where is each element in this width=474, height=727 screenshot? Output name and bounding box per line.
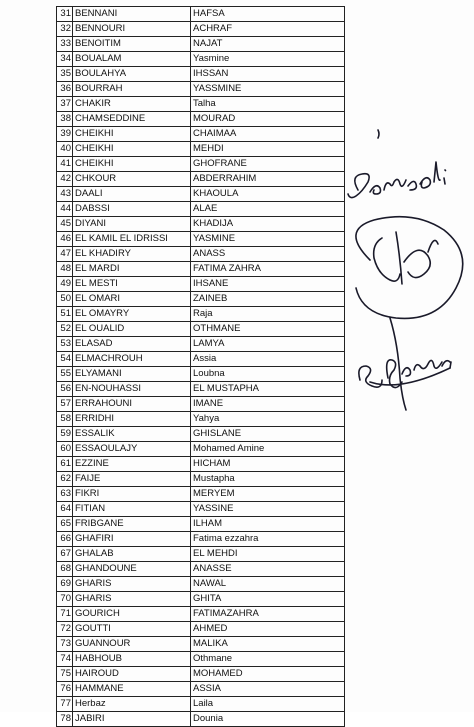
last-name-cell: ELMACHROUH [73, 352, 191, 367]
table-row [57, 712, 345, 727]
first-name-cell: MOURAD [191, 112, 345, 127]
first-name-cell: YASMINE [191, 232, 345, 247]
last-name-cell: DABSSI [73, 202, 191, 217]
table-row [57, 682, 345, 697]
row-number-cell: 51 [57, 307, 73, 322]
row-number-cell: 54 [57, 352, 73, 367]
last-name-cell: FRIBGANE [73, 517, 191, 532]
last-name-cell: BENNANI [73, 7, 191, 22]
table-row [57, 457, 345, 472]
row-number-cell: 77 [57, 697, 73, 712]
last-name-cell: HABHOUB [73, 652, 191, 667]
table-row [57, 637, 345, 652]
last-name-cell: GHARIS [73, 577, 191, 592]
row-number-cell: 53 [57, 337, 73, 352]
table-row [57, 202, 345, 217]
row-number-cell: 63 [57, 487, 73, 502]
first-name-cell: Dounia [191, 712, 345, 727]
last-name-cell: EL OMARI [73, 292, 191, 307]
row-number-cell: 47 [57, 247, 73, 262]
first-name-cell: ABDERRAHIM [191, 172, 345, 187]
last-name-cell: GHARIS [73, 592, 191, 607]
last-name-cell: CHKOUR [73, 172, 191, 187]
row-number-cell: 50 [57, 292, 73, 307]
row-number-cell: 41 [57, 157, 73, 172]
table-row [57, 142, 345, 157]
last-name-cell: BENOITIM [73, 37, 191, 52]
row-number-cell: 74 [57, 652, 73, 667]
row-number-cell: 76 [57, 682, 73, 697]
row-number-cell: 40 [57, 142, 73, 157]
table-row [57, 562, 345, 577]
last-name-cell: GOURICH [73, 607, 191, 622]
table-row [57, 547, 345, 562]
first-name-cell: Mohamed Amine [191, 442, 345, 457]
first-name-cell: FATIMA ZAHRA [191, 262, 345, 277]
first-name-cell: GHOFRANE [191, 157, 345, 172]
first-name-cell: HICHAM [191, 457, 345, 472]
last-name-cell: GHALAB [73, 547, 191, 562]
table-row [57, 502, 345, 517]
row-number-cell: 60 [57, 442, 73, 457]
first-name-cell: FATIMAZAHRA [191, 607, 345, 622]
last-name-cell: EL KAMIL EL IDRISSI [73, 232, 191, 247]
last-name-cell: BOUALAM [73, 52, 191, 67]
first-name-cell: IHSSAN [191, 67, 345, 82]
table-row [57, 277, 345, 292]
row-number-cell: 34 [57, 52, 73, 67]
last-name-cell: JABIRI [73, 712, 191, 727]
last-name-cell: FAIJE [73, 472, 191, 487]
table-row [57, 247, 345, 262]
table-row [57, 52, 345, 67]
row-number-cell: 43 [57, 187, 73, 202]
first-name-cell: ASSIA [191, 682, 345, 697]
last-name-cell: DIYANI [73, 217, 191, 232]
row-number-cell: 55 [57, 367, 73, 382]
table-row [57, 412, 345, 427]
first-name-cell: CHAIMAA [191, 127, 345, 142]
last-name-cell: DAALI [73, 187, 191, 202]
row-number-cell: 31 [57, 7, 73, 22]
table-row [57, 697, 345, 712]
table-row [57, 652, 345, 667]
first-name-cell: ZAINEB [191, 292, 345, 307]
table-row [57, 322, 345, 337]
row-number-cell: 52 [57, 322, 73, 337]
last-name-cell: FITIAN [73, 502, 191, 517]
table-row [57, 367, 345, 382]
row-number-cell: 38 [57, 112, 73, 127]
first-name-cell: ANASSE [191, 562, 345, 577]
last-name-cell: GHAFIRI [73, 532, 191, 547]
first-name-cell: GHISLANE [191, 427, 345, 442]
first-name-cell: Othmane [191, 652, 345, 667]
first-name-cell: Assia [191, 352, 345, 367]
table-row [57, 22, 345, 37]
table-row [57, 667, 345, 682]
last-name-cell: CHEIKHI [73, 157, 191, 172]
first-name-cell: MEHDI [191, 142, 345, 157]
first-name-cell: AHMED [191, 622, 345, 637]
row-number-cell: 33 [57, 37, 73, 52]
table-row [57, 187, 345, 202]
row-number-cell: 65 [57, 517, 73, 532]
last-name-cell: EL OUALID [73, 322, 191, 337]
first-name-cell: MERYEM [191, 487, 345, 502]
table-row [57, 157, 345, 172]
table-row [57, 292, 345, 307]
first-name-cell: Mustapha [191, 472, 345, 487]
first-name-cell: ILHAM [191, 517, 345, 532]
row-number-cell: 68 [57, 562, 73, 577]
row-number-cell: 71 [57, 607, 73, 622]
last-name-cell: EN-NOUHASSI [73, 382, 191, 397]
row-number-cell: 35 [57, 67, 73, 82]
table-row [57, 472, 345, 487]
table-row [57, 442, 345, 457]
last-name-cell: EL MARDI [73, 262, 191, 277]
first-name-cell: HAFSA [191, 7, 345, 22]
first-name-cell: ANASS [191, 247, 345, 262]
last-name-cell: ELASAD [73, 337, 191, 352]
row-number-cell: 44 [57, 202, 73, 217]
first-name-cell: YASSINE [191, 502, 345, 517]
last-name-cell: BOULAHYA [73, 67, 191, 82]
last-name-cell: GHANDOUNE [73, 562, 191, 577]
signature-2 [356, 217, 463, 319]
signature-1 [348, 162, 446, 198]
table-row [57, 307, 345, 322]
row-number-cell: 45 [57, 217, 73, 232]
first-name-cell: ACHRAF [191, 22, 345, 37]
first-name-cell: IMANE [191, 397, 345, 412]
row-number-cell: 69 [57, 577, 73, 592]
first-name-cell: OTHMANE [191, 322, 345, 337]
last-name-cell: EL MESTI [73, 277, 191, 292]
row-number-cell: 42 [57, 172, 73, 187]
first-name-cell: KHAOULA [191, 187, 345, 202]
last-name-cell: GUANNOUR [73, 637, 191, 652]
first-name-cell: YASSMINE [191, 82, 345, 97]
last-name-cell: EZZINE [73, 457, 191, 472]
first-name-cell: Loubna [191, 367, 345, 382]
table-row [57, 262, 345, 277]
table-row [57, 607, 345, 622]
table-row [57, 532, 345, 547]
row-number-cell: 64 [57, 502, 73, 517]
last-name-cell: CHEIKHI [73, 127, 191, 142]
row-number-cell: 59 [57, 427, 73, 442]
table-row [57, 112, 345, 127]
row-number-cell: 57 [57, 397, 73, 412]
tick-mark [378, 130, 379, 138]
row-number-cell: 49 [57, 277, 73, 292]
first-name-cell: Talha [191, 97, 345, 112]
signature-area [330, 120, 474, 440]
table-row [57, 427, 345, 442]
row-number-cell: 62 [57, 472, 73, 487]
row-number-cell: 61 [57, 457, 73, 472]
table-row [57, 127, 345, 142]
table-row [57, 217, 345, 232]
table-row [57, 487, 345, 502]
signatures-drawing [330, 120, 474, 440]
row-number-cell: 46 [57, 232, 73, 247]
table-row [57, 592, 345, 607]
row-number-cell: 58 [57, 412, 73, 427]
first-name-cell: EL MEHDI [191, 547, 345, 562]
first-name-cell: NAJAT [191, 37, 345, 52]
table-row [57, 7, 345, 22]
table-row [57, 337, 345, 352]
attendance-table [56, 6, 345, 727]
table-row [57, 397, 345, 412]
table-row [57, 382, 345, 397]
first-name-cell: ALAE [191, 202, 345, 217]
last-name-cell: CHEIKHI [73, 142, 191, 157]
first-name-cell: GHITA [191, 592, 345, 607]
last-name-cell: EL KHADIRY [73, 247, 191, 262]
first-name-cell: MOHAMED [191, 667, 345, 682]
row-number-cell: 32 [57, 22, 73, 37]
table-row [57, 82, 345, 97]
row-number-cell: 66 [57, 532, 73, 547]
signature-3 [359, 318, 451, 410]
table-row [57, 517, 345, 532]
table-row [57, 622, 345, 637]
table-row [57, 352, 345, 367]
first-name-cell: Laila [191, 697, 345, 712]
last-name-cell: ERRAHOUNI [73, 397, 191, 412]
table-row [57, 37, 345, 52]
last-name-cell: BOURRAH [73, 82, 191, 97]
row-number-cell: 39 [57, 127, 73, 142]
first-name-cell: MALIKA [191, 637, 345, 652]
first-name-cell: NAWAL [191, 577, 345, 592]
last-name-cell: ESSALIK [73, 427, 191, 442]
last-name-cell: Herbaz [73, 697, 191, 712]
table-row [57, 67, 345, 82]
row-number-cell: 78 [57, 712, 73, 727]
row-number-cell: 70 [57, 592, 73, 607]
row-number-cell: 56 [57, 382, 73, 397]
last-name-cell: HAMMANE [73, 682, 191, 697]
last-name-cell: ERRIDHI [73, 412, 191, 427]
last-name-cell: ELYAMANI [73, 367, 191, 382]
row-number-cell: 37 [57, 97, 73, 112]
first-name-cell: Yahya [191, 412, 345, 427]
first-name-cell: Fatima ezzahra [191, 532, 345, 547]
row-number-cell: 67 [57, 547, 73, 562]
row-number-cell: 73 [57, 637, 73, 652]
last-name-cell: BENNOURI [73, 22, 191, 37]
last-name-cell: ESSAOULAJY [73, 442, 191, 457]
row-number-cell: 72 [57, 622, 73, 637]
table-row [57, 97, 345, 112]
table-row [57, 172, 345, 187]
last-name-cell: HAIROUD [73, 667, 191, 682]
first-name-cell: Yasmine [191, 52, 345, 67]
first-name-cell: Raja [191, 307, 345, 322]
last-name-cell: CHAKIR [73, 97, 191, 112]
table-row [57, 577, 345, 592]
first-name-cell: EL MUSTAPHA [191, 382, 345, 397]
row-number-cell: 75 [57, 667, 73, 682]
first-name-cell: KHADIJA [191, 217, 345, 232]
last-name-cell: FIKRI [73, 487, 191, 502]
row-number-cell: 48 [57, 262, 73, 277]
last-name-cell: GOUTTI [73, 622, 191, 637]
first-name-cell: IHSANE [191, 277, 345, 292]
last-name-cell: CHAMSEDDINE [73, 112, 191, 127]
attendance-table-body [57, 7, 345, 727]
first-name-cell: LAMYA [191, 337, 345, 352]
table-row [57, 232, 345, 247]
last-name-cell: EL OMAYRY [73, 307, 191, 322]
row-number-cell: 36 [57, 82, 73, 97]
